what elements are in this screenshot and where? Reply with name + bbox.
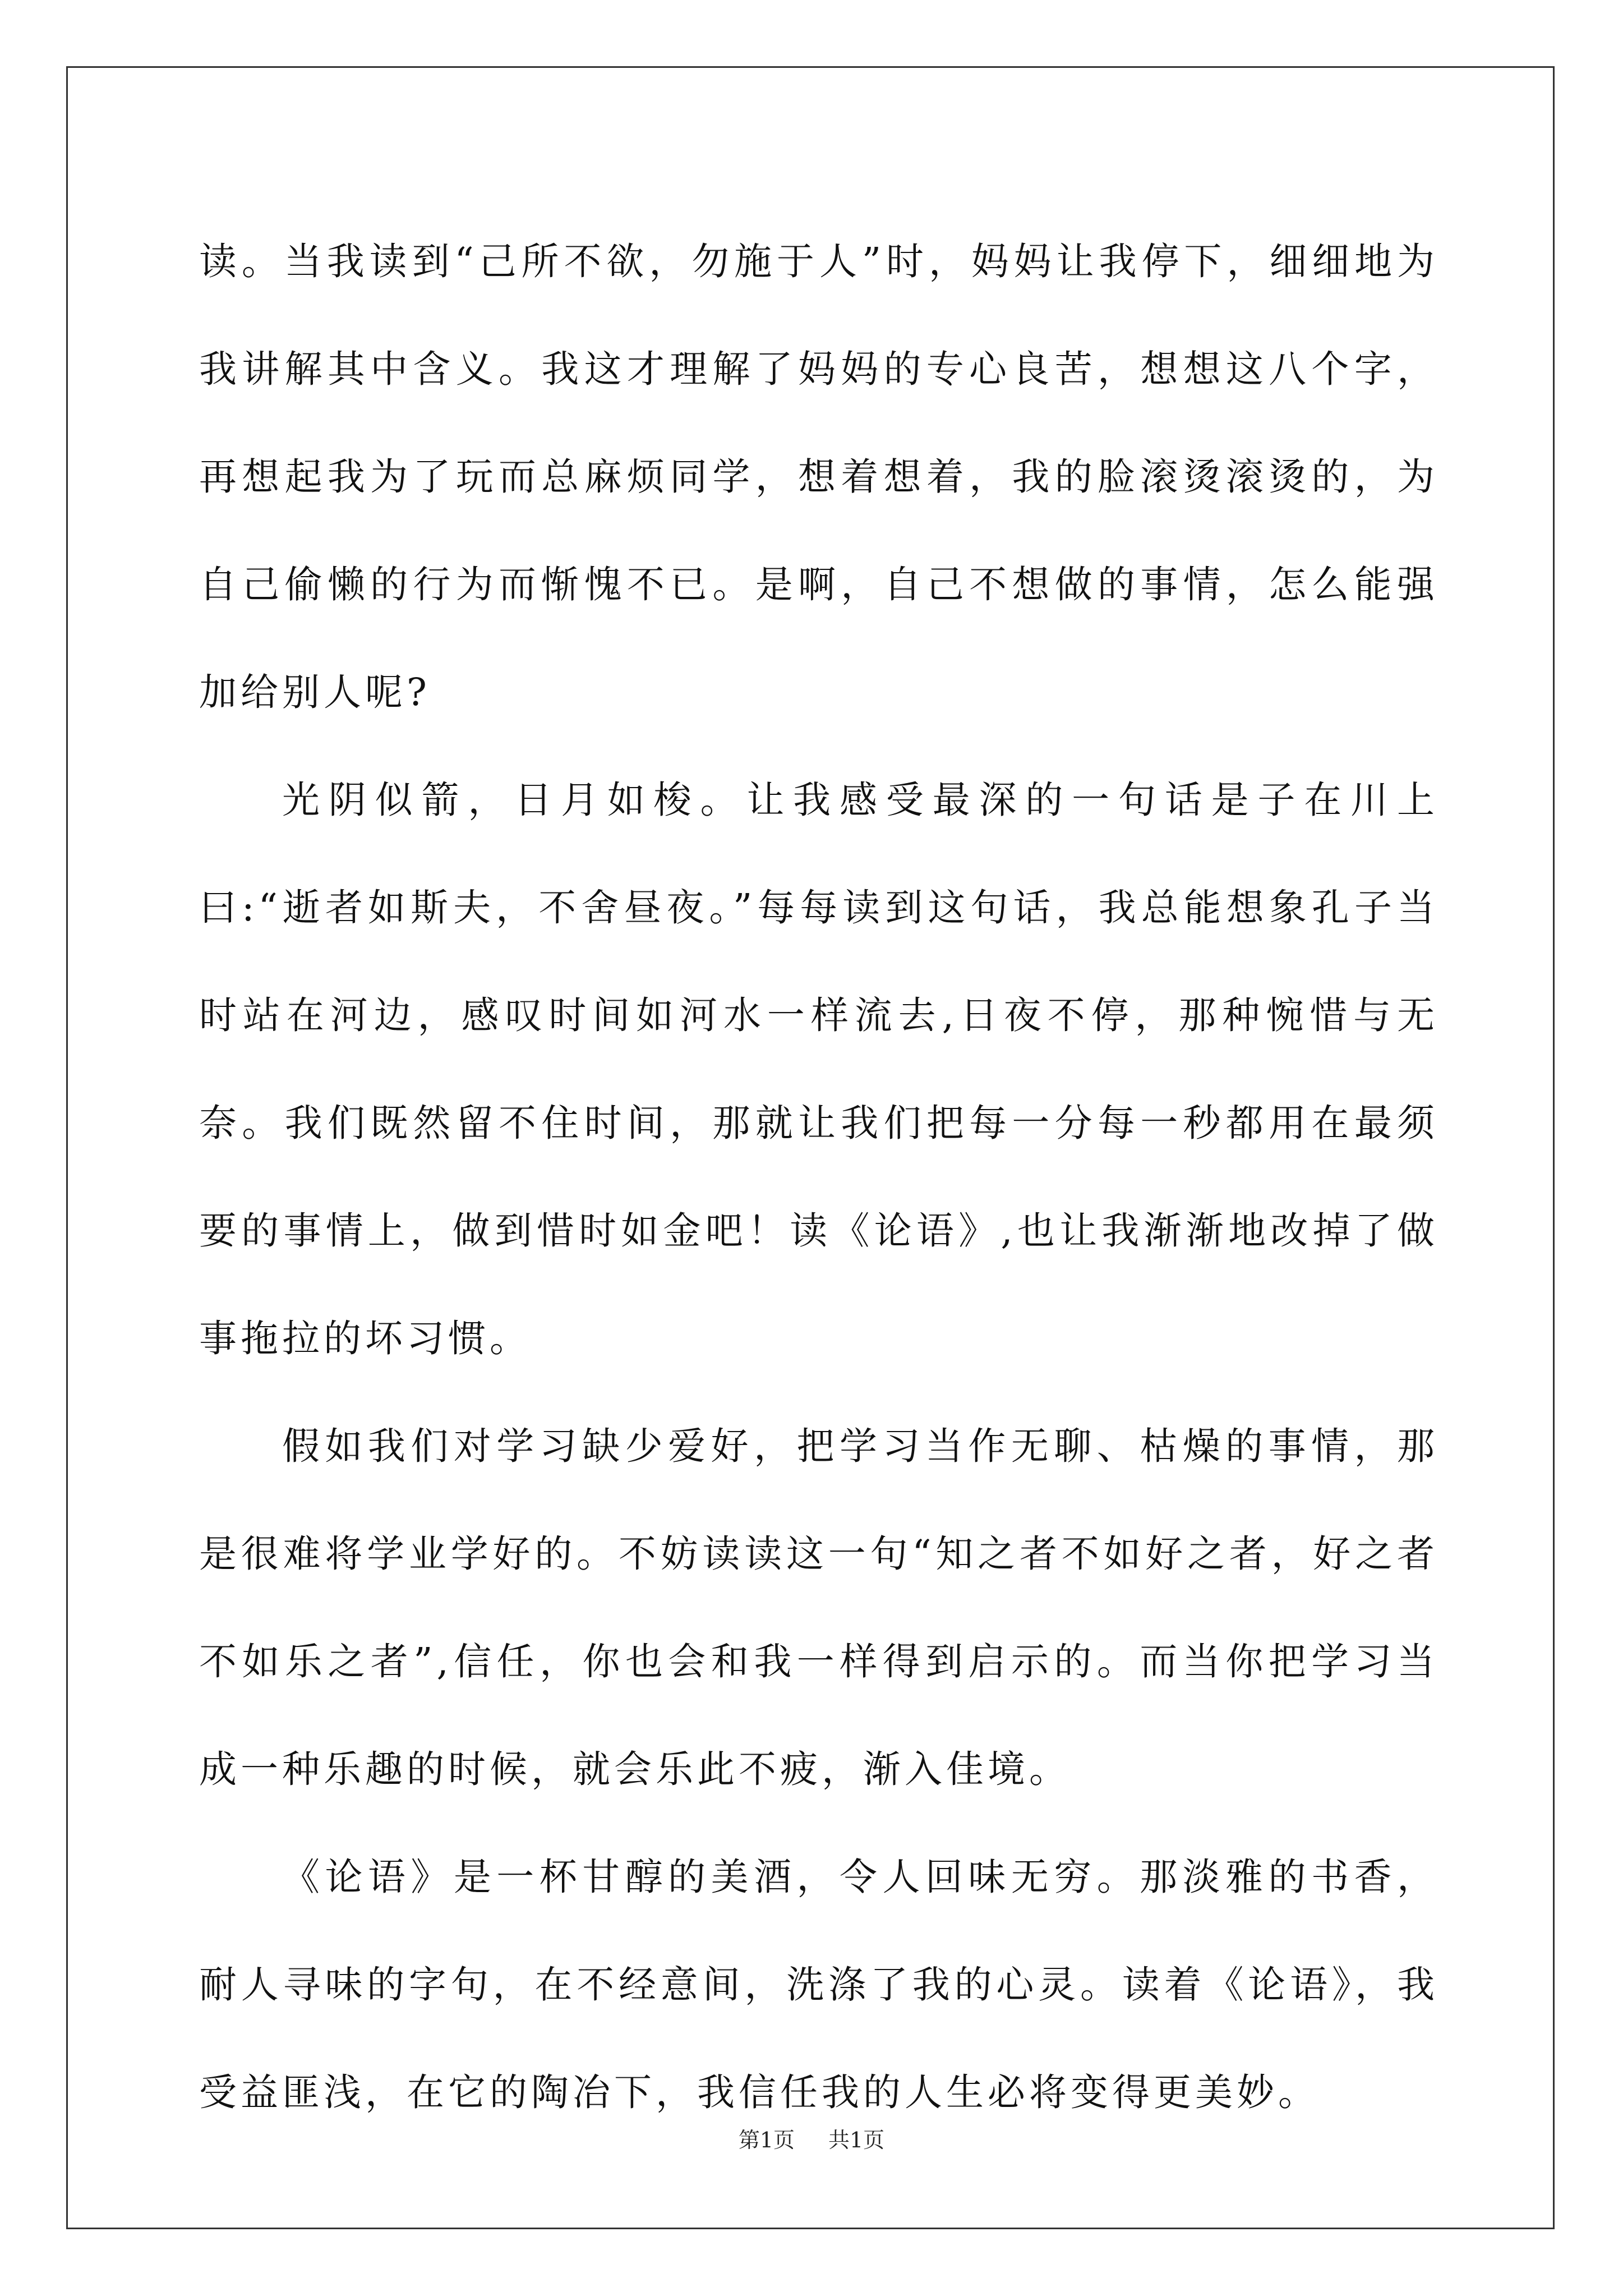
page-total: 共1页	[828, 2128, 885, 2152]
page-footer	[0, 2126, 1623, 2154]
paragraph-2: 光阴似箭，日月如梭。让我感受最深的一句话是子在川上曰:“逝者如斯夫，不舍昼夜。”每每读到这句话，我总能想象孔子当时站在河边，感叹时间如河水一样流去,日夜不停，那种惋惜与无奈。我们既然留不住时间，那就让我们把每一分每一秒都用在最须要的事情上，做到惜时如金吧！读《论语》,也让我渐渐地改掉了做事拖拉的坏习惯。	[199, 778, 1438, 1360]
paragraph-4: 《论语》是一杯甘醇的美酒，令人回味无穷。那淡雅的书香，耐人寻味的字句，在不经意间，洗涤了我的心灵。读着《论语》，我受益匪浅，在它的陶冶下，我信任我的人生必将变得更美妙。	[199, 1855, 1438, 2114]
page-number: 第1页	[738, 2128, 795, 2152]
document-body	[199, 208, 1438, 2146]
paragraph-1: 读。当我读到“己所不欲，勿施于人”时，妈妈让我停下，细细地为我讲解其中含义。我这才理解了妈妈的专心良苦，想想这八个字，再想起我为了玩而总麻烦同学，想着想着，我的脸滚烫滚烫的，为自己偷懒的行为而惭愧不已。是啊，自己不想做的事情，怎么能强加给别人呢?	[199, 240, 1438, 714]
paragraph-3: 假如我们对学习缺少爱好，把学习当作无聊、枯燥的事情，那是很难将学业学好的。不妨读读这一句“知之者不如好之者，好之者不如乐之者”,信任，你也会和我一样得到启示的。而当你把学习当成一种乐趣的时候，就会乐此不疲，渐入佳境。	[199, 1424, 1438, 1791]
